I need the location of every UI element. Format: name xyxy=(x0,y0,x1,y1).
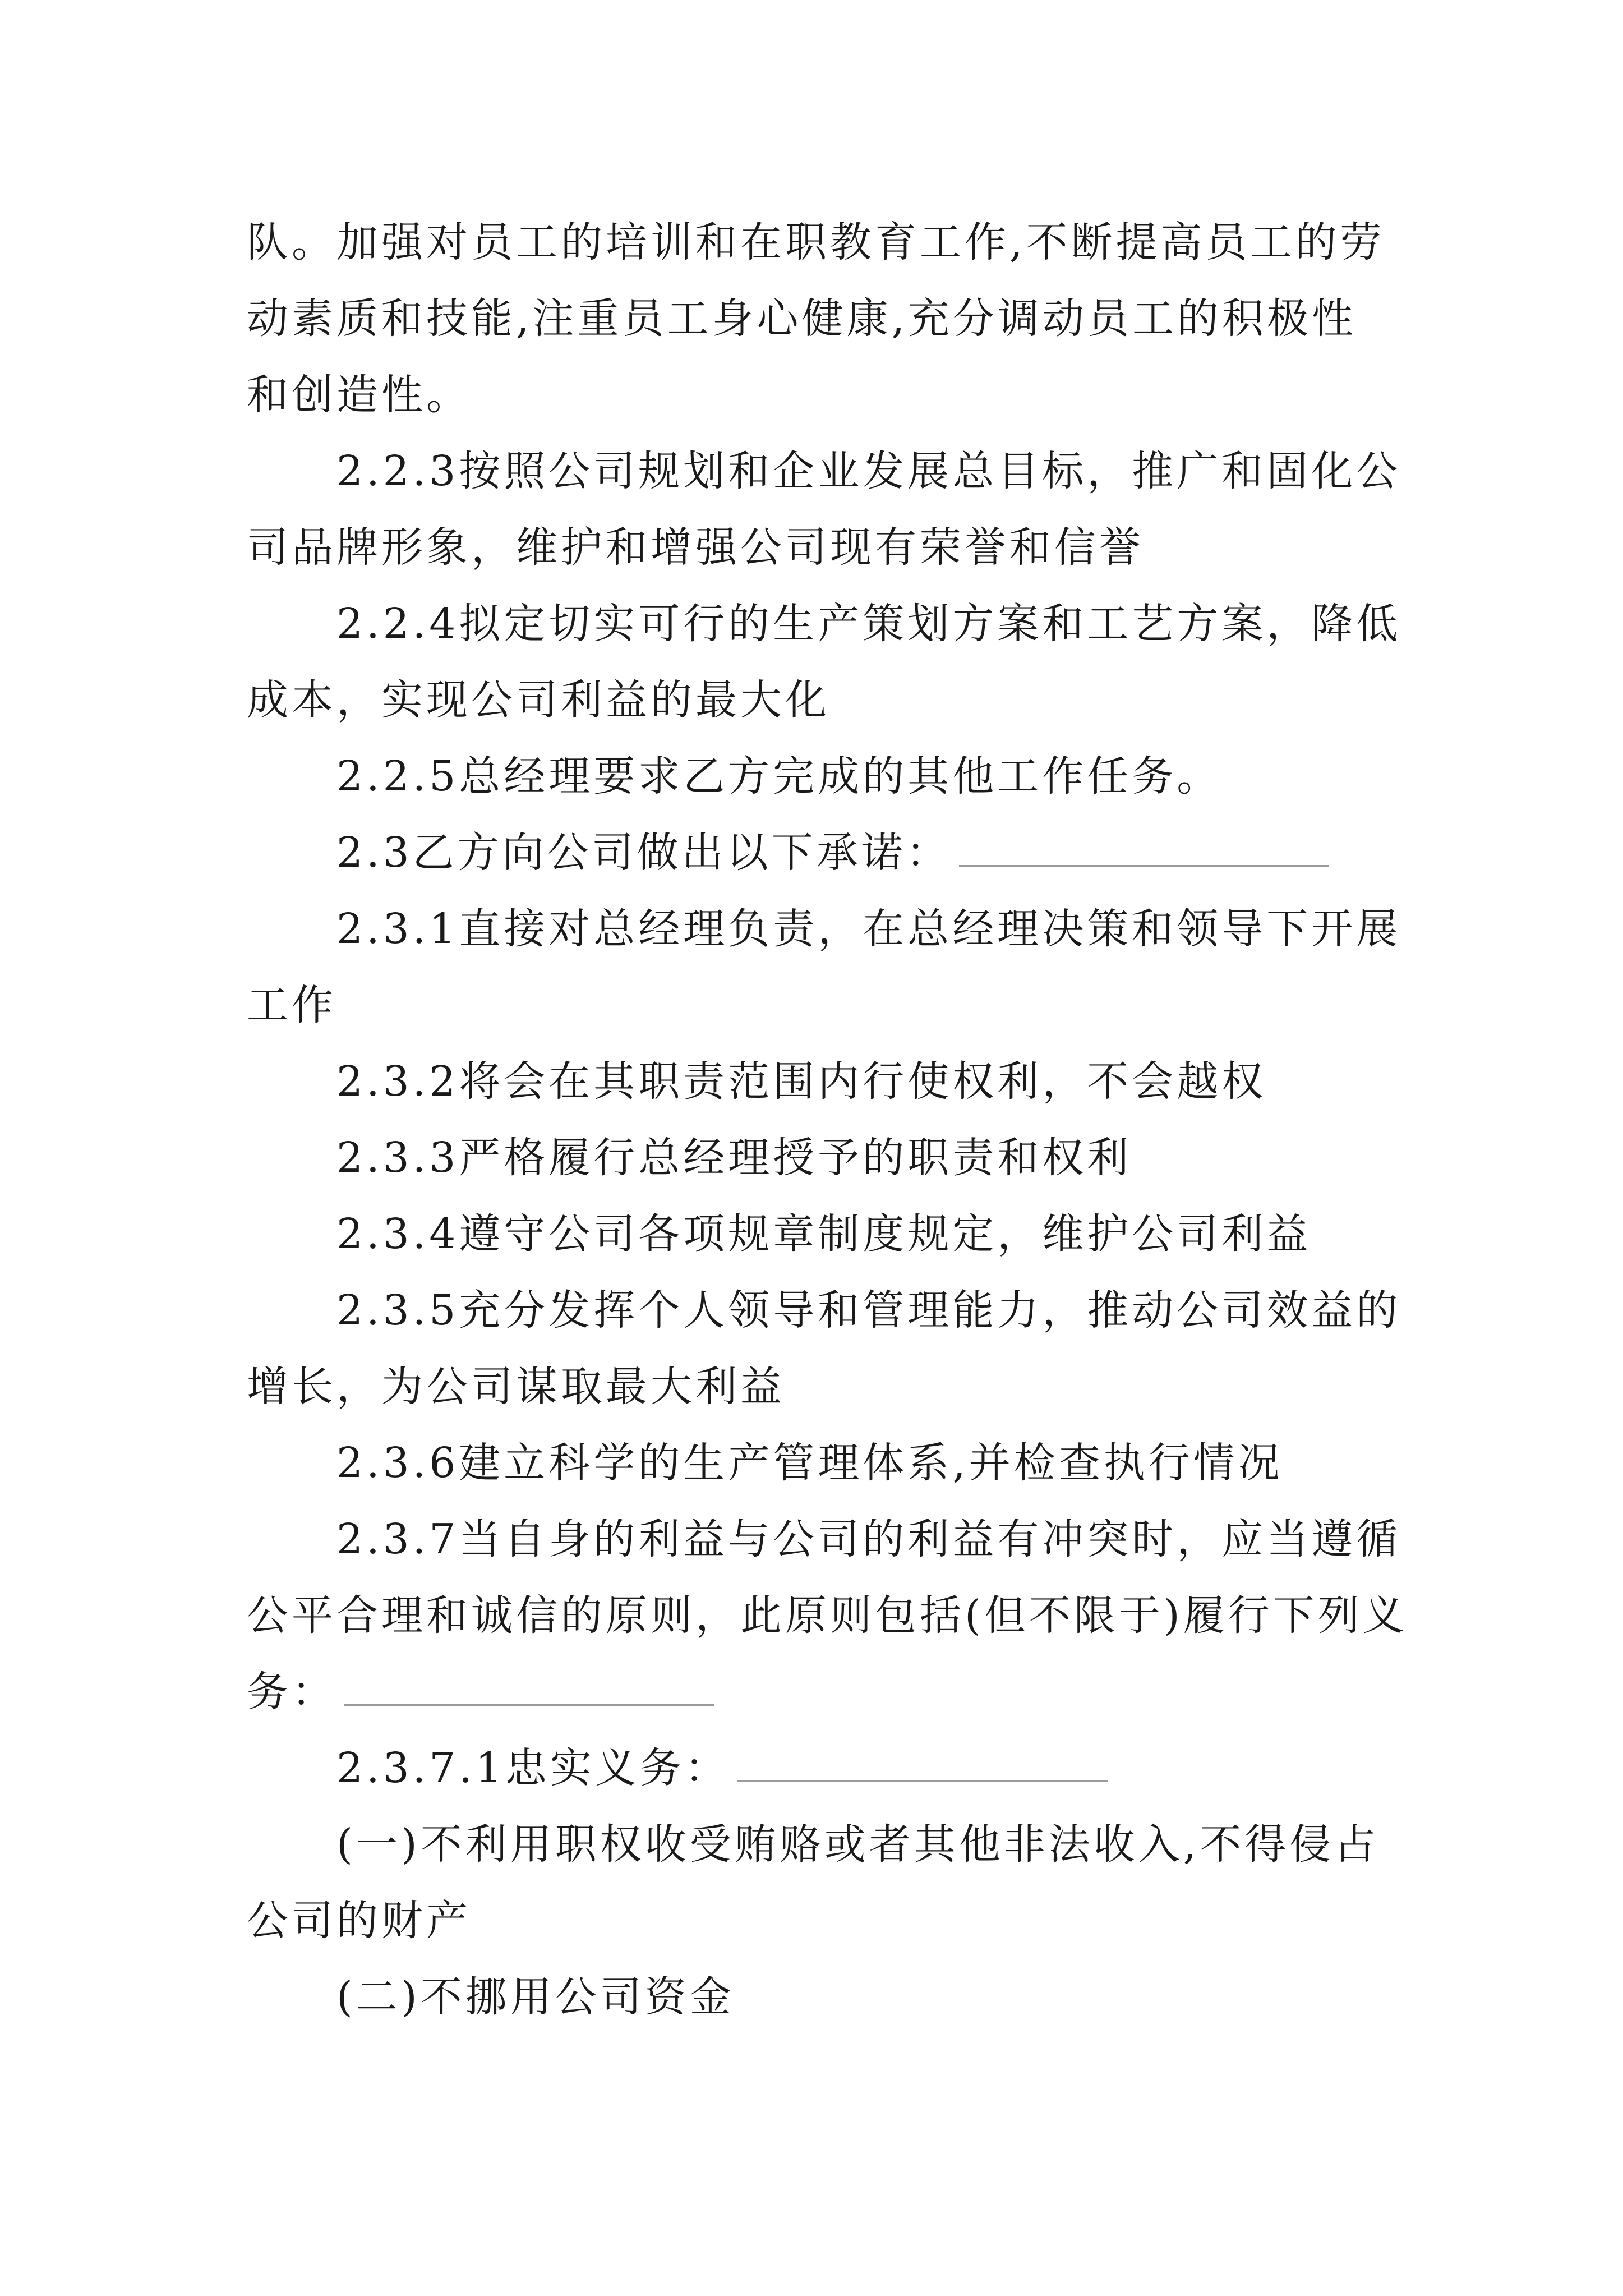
fill-in-blank xyxy=(959,865,1329,867)
clause-2-3-5: 2.3.5充分发挥个人领导和管理能力，推动公司效益的 xyxy=(336,1286,1401,1335)
clause-2-3 xyxy=(336,825,1329,881)
item-one: (一)不利用职权收受贿赂或者其他非法收入,不得侵占 xyxy=(336,1820,1380,1869)
clause-2-3-3: 2.3.3严格履行总经理授予的职责和权利 xyxy=(336,1134,1132,1182)
paragraph-line: 动素质和技能,注重员工身心健康,充分调动员工的积极性 xyxy=(247,295,1357,343)
clause-2-3-1: 2.3.1直接对总经理负责，在总经理决策和领导下开展 xyxy=(336,905,1401,953)
paragraph-line: 公平合理和诚信的原则，此原则包括(但不限于)履行下列义 xyxy=(247,1591,1408,1640)
clause-2-3-6: 2.3.6建立科学的生产管理体系,并检查执行情况 xyxy=(336,1439,1283,1487)
paragraph-line: 增长，为公司谋取最大利益 xyxy=(247,1363,785,1411)
paragraph-line: 成本，实现公司利益的最大化 xyxy=(247,676,830,724)
fill-in-blank xyxy=(344,1704,714,1706)
paragraph-line: 公司的财产 xyxy=(247,1897,471,1945)
fill-in-blank xyxy=(737,1780,1108,1782)
paragraph-line: 工作 xyxy=(247,981,336,1029)
paragraph-line: 和创造性。 xyxy=(247,371,471,419)
clause-2-3-7-1 xyxy=(336,1740,1108,1796)
clause-2-2-5: 2.2.5总经理要求乙方完成的其他工作任务。 xyxy=(336,752,1222,800)
clause-text: 2.3.7.1忠实义务： xyxy=(336,1744,730,1792)
paragraph-line: 司品牌形象，维护和增强公司现有荣誉和信誉 xyxy=(247,523,1144,572)
clause-text: 务： xyxy=(247,1668,336,1716)
clause-text: 2.3乙方向公司做出以下承诺： xyxy=(336,829,951,877)
clause-2-2-4: 2.2.4拟定切实可行的生产策划方案和工艺方案，降低 xyxy=(336,600,1401,648)
clause-2-3-2: 2.3.2将会在其职责范围内行使权利，不会越权 xyxy=(336,1057,1267,1106)
paragraph-line: 队。加强对员工的培训和在职教育工作,不断提高员工的劳 xyxy=(247,218,1385,266)
paragraph-line xyxy=(247,1664,714,1720)
clause-2-3-4: 2.3.4遵守公司各项规章制度规定，维护公司利益 xyxy=(336,1210,1312,1258)
clause-2-3-7: 2.3.7当自身的利益与公司的利益有冲突时，应当遵循 xyxy=(336,1515,1401,1563)
item-two: (二)不挪用公司资金 xyxy=(336,1973,735,2021)
clause-2-2-3: 2.2.3按照公司规划和企业发展总目标，推广和固化公 xyxy=(336,447,1401,495)
